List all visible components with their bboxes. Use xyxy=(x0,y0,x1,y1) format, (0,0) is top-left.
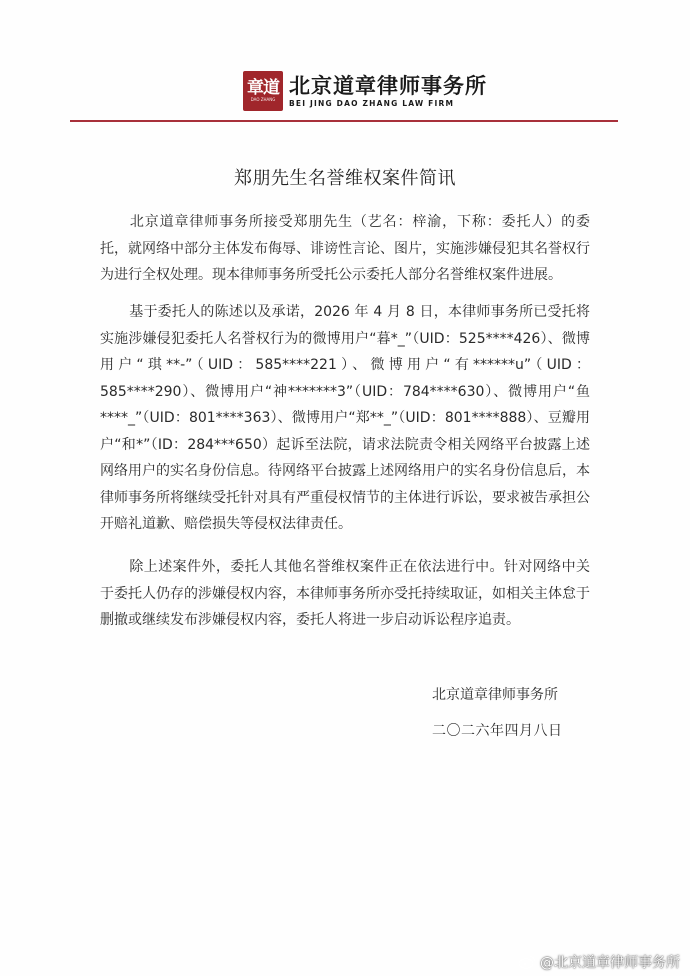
paragraph-3 xyxy=(100,554,590,634)
paragraph-1 xyxy=(100,209,590,289)
seal-subtext: DAO ZHANG xyxy=(250,97,276,102)
firm-name-cn: 北京道章律师事务所 xyxy=(289,72,487,98)
paragraph-1-text: 北京道章律师事务所接受郑朋先生（艺名：梓渝，下称：委托人）的委托，就网络中部分主体发布侮辱、诽谤性言论、图片，实施涉嫌侵犯其名誉权行为进行全权处理。现本律师事务所受托公示委托人部分名誉维权案件进展。 xyxy=(100,214,590,283)
seal-text: 章道 xyxy=(247,78,279,98)
signature-date: 二〇二六年四月八日 xyxy=(432,723,563,739)
firm-name-en: BEI JING DAO ZHANG LAW FIRM xyxy=(289,98,455,108)
watermark-text: @北京道章律师事务所 xyxy=(540,955,680,971)
paragraph-2-text: 基于委托人的陈述以及承诺，2026 年 4 月 8 日，本律师事务所已受托将实施涉嫌侵犯委托人名誉权行为的微博用户“暮*_”（UID：525****426）、微博用户“琪**-”（UID：585****221）、微博用户“有******u”（UID：585****290）、微博用户“神*******3”（UID：784****630）、微博用户“鱼****_”（UID：801****363）、微博用户“郑**_”（UID：801****888）、豆瓣用户“和*”（ID：284***650）起诉至法院，请求法院责令相关网络平台披露上述网络用户的实名身份信息。待网络平台披露上述网络用户的实名身份信息后，本律师事务所将继续受托针对具有严重侵权情节的主体进行诉讼，要求被告承担公开赔礼道歉、赔偿损失等侵权法律责任。 xyxy=(100,304,590,532)
letterhead xyxy=(243,70,487,112)
paragraph-3-text: 除上述案件外，委托人其他名誉维权案件正在依法进行中。针对网络中关于委托人仍存的涉嫌侵权内容，本律师事务所亦受托持续取证，如相关主体怠于删撤或继续发布涉嫌侵权内容，委托人将进一步启动诉讼程序追责。 xyxy=(100,559,590,628)
paragraph-2 xyxy=(100,299,590,538)
weibo-icon xyxy=(518,955,536,969)
document-title: 郑朋先生名誉维权案件简讯 xyxy=(234,168,456,189)
firm-logo-seal xyxy=(243,71,283,111)
weibo-watermark xyxy=(518,952,680,972)
header-divider xyxy=(70,120,618,122)
firm-name-block xyxy=(289,74,487,109)
signature-firm: 北京道章律师事务所 xyxy=(432,687,558,703)
